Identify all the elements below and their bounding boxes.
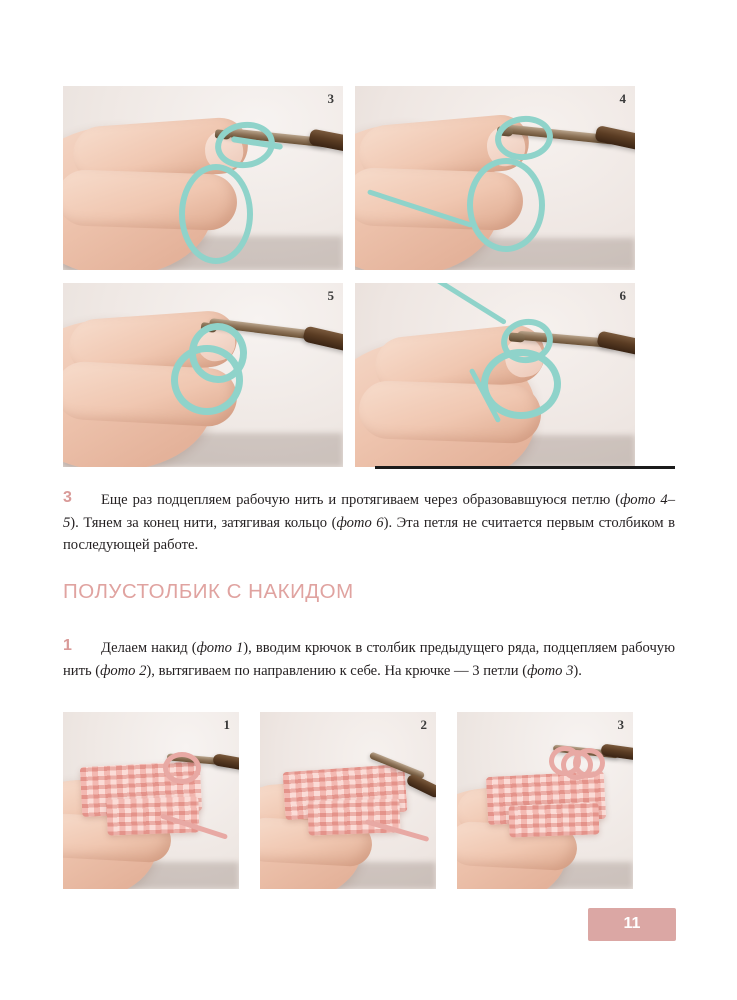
section-heading: ПОЛУСТОЛБИК С НАКИДОМ [63, 580, 354, 603]
photo-bottom-1 [63, 712, 239, 889]
step1-photo-ref-1: фото 1 [196, 640, 244, 656]
step1-text-3: ), вытягиваем по направлению к себе. На крючке — 3 петли ( [146, 662, 528, 679]
step1-photo-ref-3: фото 3 [527, 662, 574, 679]
photo-3 [63, 86, 343, 270]
loop-on-hook-3 [573, 748, 605, 778]
paragraph-step-1 [63, 637, 675, 682]
step3-text-2: ). Тянем за конец нити, затягивая кольцо ( [70, 514, 337, 531]
photo-number: 6 [619, 288, 626, 303]
photo-number: 3 [617, 717, 624, 732]
step3-text-3: ). Эта петля не считается первым столбиком в последующей работе. [63, 514, 676, 553]
photo-grid-top [63, 86, 675, 467]
divider-rule [375, 466, 675, 469]
photo-bottom-2 [260, 712, 436, 889]
photo-number: 1 [223, 717, 230, 732]
photo-4 [355, 86, 635, 270]
step1-text-2: ), вводим крючок в столбик предыдущего ряда, подцепляем рабочую нить ( [63, 640, 675, 679]
yarn-loop-secondary [171, 345, 243, 415]
step3-photo-ref-1: фото 4–5 [63, 492, 676, 531]
photo-grid-bottom [63, 712, 675, 889]
page-number: 11 [623, 915, 641, 932]
step3-text-1: Еще раз подцепляем рабочую нить и протягиваем через образовавшуюся петлю ( [101, 492, 621, 508]
photo-5 [63, 283, 343, 467]
knit-fabric-row [508, 802, 599, 837]
photo-bottom-3 [457, 712, 633, 889]
photo-6 [355, 283, 635, 467]
photo-number: 3 [327, 91, 334, 106]
step-number-1: 1 [63, 637, 72, 654]
step1-text-1: Делаем накид ( [101, 640, 197, 656]
step1-text-4: ). [573, 662, 582, 679]
step3-photo-ref-2: фото 6 [336, 514, 384, 531]
photo-number: 5 [327, 288, 334, 303]
knit-fabric-row [106, 796, 199, 835]
photo-number: 2 [420, 717, 427, 732]
photo-number: 4 [619, 91, 626, 106]
page-number-badge [588, 908, 676, 941]
step-number-3: 3 [63, 489, 72, 506]
yarn-loop-large [179, 164, 253, 264]
yarn-over-loop [163, 752, 201, 784]
step1-photo-ref-2: фото 2 [100, 662, 147, 679]
yarn-loop-large [467, 158, 545, 252]
paragraph-step-3 [63, 489, 675, 557]
